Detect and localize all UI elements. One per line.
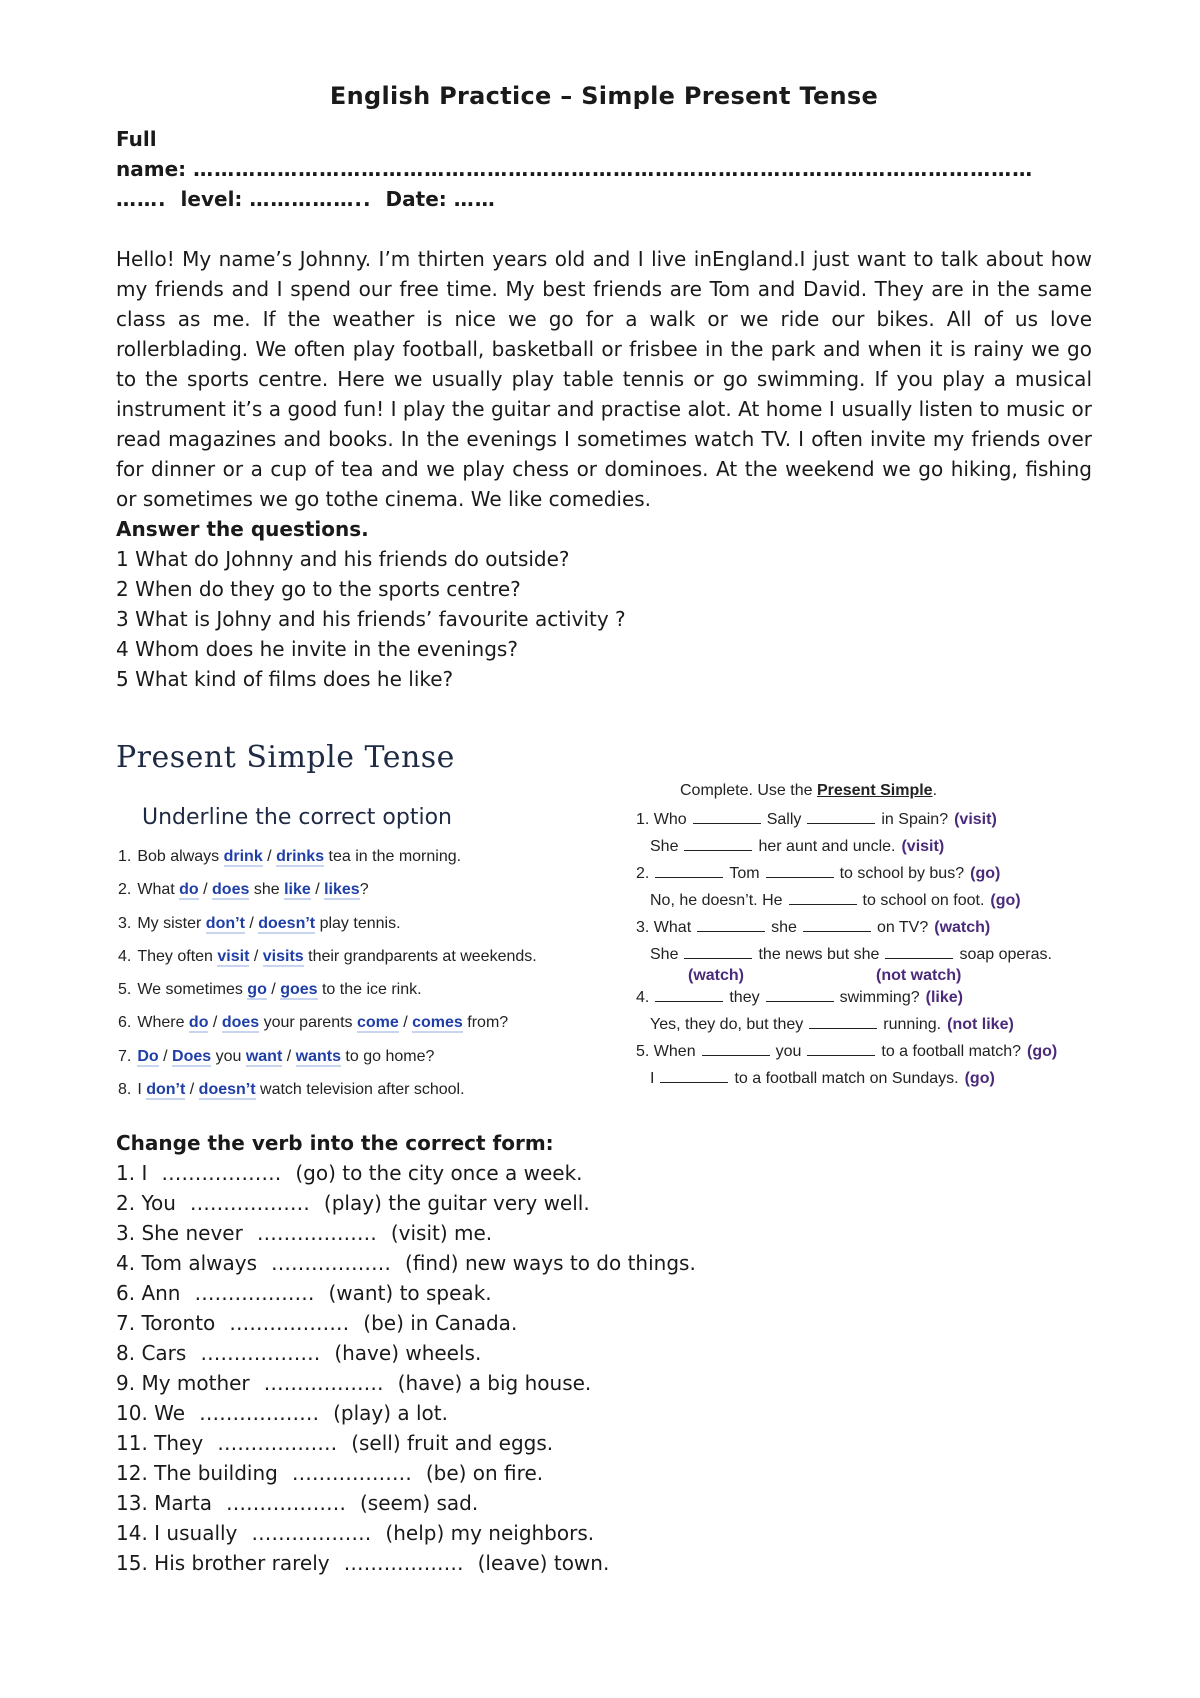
verb-item	[116, 1308, 1092, 1338]
line-text: 2.	[636, 865, 650, 882]
line-text: 3. What	[636, 919, 692, 936]
line-text: in Spain?	[881, 811, 949, 828]
questions-list	[116, 544, 1092, 694]
verb-item	[116, 1488, 1092, 1518]
complete-line	[636, 833, 1096, 860]
verb-item-subject: 8. Cars	[116, 1341, 187, 1365]
verb-item-subject: 6. Ann	[116, 1281, 181, 1305]
change-heading: Change the verb into the correct form:	[116, 1131, 554, 1155]
question-4: 4 Whom does he invite in the evenings?	[116, 637, 518, 661]
option-separator: /	[185, 1081, 199, 1099]
option-separator: /	[310, 881, 325, 899]
complete-line	[636, 806, 1096, 833]
option-separator: /	[266, 981, 281, 999]
verb-item	[116, 1158, 1092, 1188]
verb-item-hint: (have) a big house.	[397, 1371, 592, 1395]
row-text: What	[137, 881, 180, 899]
verb-blank[interactable]: ………………	[229, 1311, 350, 1335]
option-separator: /	[398, 1014, 413, 1032]
option-separator: /	[249, 947, 263, 965]
row-number: 3.	[118, 914, 132, 932]
option-a[interactable]: do	[179, 881, 199, 899]
present-simple-title: Present Simple Tense	[116, 740, 455, 775]
row-text: to the ice rink.	[317, 981, 422, 999]
complete-heading	[680, 782, 1096, 800]
verb-item-subject: 9. My mother	[116, 1371, 250, 1395]
verb-item-hint: (be) on fire.	[425, 1461, 544, 1485]
name-label: name:	[116, 157, 187, 181]
verb-item-hint: (help) my neighbors.	[385, 1521, 595, 1545]
line-text: Yes, they do, but they	[650, 1016, 804, 1033]
underline-row	[118, 873, 588, 906]
line-text: to a football match on Sundays.	[734, 1070, 959, 1087]
verb-blank[interactable]: ………………	[199, 1401, 320, 1425]
option-a[interactable]: drink	[223, 848, 263, 865]
row-number: 4.	[118, 947, 132, 965]
option-c[interactable]: want	[245, 1047, 283, 1065]
line-text: Sally	[766, 811, 802, 828]
verb-item	[116, 1218, 1092, 1248]
answer-blank[interactable]	[766, 863, 834, 878]
row-text: They often	[137, 947, 218, 965]
complete-line	[636, 1065, 1096, 1092]
date-label: Date:	[385, 187, 447, 211]
option-separator: /	[262, 848, 277, 865]
option-a[interactable]: do	[188, 1014, 209, 1032]
verb-blank[interactable]: ………………	[271, 1251, 392, 1275]
line-text: No, he doesn’t. He	[650, 892, 783, 909]
answer-blank[interactable]	[807, 809, 875, 824]
verb-item	[116, 1458, 1092, 1488]
question-5: 5 What kind of films does he like?	[116, 667, 454, 691]
underline-row	[118, 940, 588, 973]
verb-blank[interactable]: ………………	[263, 1371, 384, 1395]
verb-hint: (not watch)	[876, 967, 962, 984]
underline-row	[118, 1073, 588, 1106]
verb-item-hint: (seem) sad.	[360, 1491, 479, 1515]
complete-exercise	[636, 782, 1096, 1092]
row-number: 7.	[118, 1047, 132, 1065]
question-3: 3 What is Johny and his friends’ favourite activity ?	[116, 607, 626, 631]
name-line	[116, 154, 1092, 184]
line-text: Tom	[729, 865, 760, 882]
option-d[interactable]: likes	[324, 881, 360, 899]
underline-row	[118, 907, 588, 940]
verb-hint: (go)	[990, 892, 1021, 909]
complete-line	[636, 914, 1096, 941]
row-text: their grandparents at weekends.	[303, 947, 537, 965]
verb-item-subject: 1. I	[116, 1161, 148, 1185]
row-text: ?	[359, 881, 369, 899]
underline-rows	[118, 840, 588, 1106]
line-text: on TV?	[876, 919, 929, 936]
verb-hint: (go)	[964, 1070, 995, 1087]
verb-hint: (visit)	[901, 838, 945, 855]
option-b[interactable]: drinks	[276, 848, 325, 865]
answer-blank[interactable]	[697, 917, 765, 932]
verb-item-hint: (want) to speak.	[328, 1281, 492, 1305]
line-text: swimming?	[839, 989, 920, 1006]
row-number: 5.	[118, 981, 132, 999]
option-c[interactable]: like	[284, 881, 311, 899]
verb-item	[116, 1338, 1092, 1368]
row-text: to go home?	[340, 1047, 435, 1065]
verb-hint: (watch)	[934, 919, 991, 936]
verb-blank[interactable]: ………………	[291, 1461, 412, 1485]
reading-passage: Hello! My name’s Johnny. I’m thirten years old and I live inEngland.I just want to talk about how my friends and I spend our free time. My best friends are Tom and David. They are in the same class as me. If the weather is nice we go for a walk or we ride our bikes. All of us love rollerblading. We often play football, basketball or frisbee in the park and when it is rainy we go to the sports centre. Here we usually play table tennis or go swimming. If you play a musical instrument it’s a good fun! I play the guitar and practise alot. At home I usually listen to music or read magazines and books. In the evenings I sometimes watch TV. I often invite my friends over for dinner or a cup of tea and we play chess or dominoes. At the weekend we go hiking, fishing or sometimes we go tothe cinema. We like comedies.	[116, 247, 1092, 511]
verb-hint: (visit)	[954, 811, 997, 828]
verb-blank[interactable]: ………………	[189, 1191, 310, 1215]
complete-heading-text: Complete. Use the	[680, 782, 817, 799]
lead-blank: …….	[116, 187, 167, 211]
option-separator: /	[208, 1014, 222, 1032]
verb-hint: (not like)	[947, 1016, 1014, 1033]
page-title: English Practice – Simple Present Tense	[329, 82, 879, 110]
option-b[interactable]: does	[221, 1014, 260, 1032]
verb-item	[116, 1368, 1092, 1398]
date-blank[interactable]: ……	[453, 187, 496, 211]
verb-item	[116, 1278, 1092, 1308]
answer-blank[interactable]	[809, 1014, 877, 1029]
option-a[interactable]: go	[247, 981, 267, 999]
line-text: She	[650, 838, 679, 855]
row-number: 1.	[118, 848, 132, 865]
complete-heading-end: .	[932, 782, 938, 799]
underline-exercise	[118, 805, 588, 1106]
verb-item-hint: (have) wheels.	[334, 1341, 482, 1365]
underline-heading: Underline the correct option	[142, 805, 452, 830]
complete-line	[636, 860, 1096, 887]
complete-line	[636, 887, 1096, 914]
line-text: 1. Who	[636, 811, 687, 828]
verb-item-hint: (find) new ways to do things.	[405, 1251, 696, 1275]
answer-blank[interactable]	[885, 944, 953, 959]
line-text: to a football match?	[881, 1043, 1022, 1060]
option-a[interactable]: don’t	[205, 914, 245, 932]
verb-item	[116, 1548, 1092, 1578]
line-text: 4.	[636, 989, 650, 1006]
verb-item-subject: 2. You	[116, 1191, 176, 1215]
verb-blank[interactable]: ………………	[343, 1551, 464, 1575]
verb-blank[interactable]: ………………	[251, 1521, 372, 1545]
row-text: We sometimes	[137, 981, 248, 999]
line-text: to school on foot.	[862, 892, 985, 909]
verb-hint: (go)	[970, 865, 1001, 882]
verb-item-subject: 4. Tom always	[116, 1251, 258, 1275]
row-text: watch television after school.	[255, 1081, 465, 1099]
verb-item-subject: 14. I usually	[116, 1521, 238, 1545]
name-blank[interactable]: …………………………………………………………………………………………………………	[193, 157, 1034, 181]
line-text: you	[775, 1043, 802, 1060]
verb-blank[interactable]: ………………	[161, 1161, 282, 1185]
option-separator: /	[282, 1047, 296, 1065]
answer-blank[interactable]	[807, 1041, 875, 1056]
line-text: I	[650, 1070, 655, 1087]
verb-hint-row	[636, 968, 1096, 984]
option-b[interactable]: doesn’t	[258, 914, 316, 932]
verb-item-hint: (be) in Canada.	[363, 1311, 518, 1335]
line-text: soap operas.	[959, 946, 1052, 963]
verb-blank[interactable]: ………………	[256, 1221, 377, 1245]
line-text: to school by bus?	[839, 865, 965, 882]
change-items	[116, 1158, 1092, 1578]
row-number: 8.	[118, 1081, 132, 1099]
verb-item-subject: 11. They	[116, 1431, 204, 1455]
option-d[interactable]: comes	[412, 1014, 463, 1032]
option-b[interactable]: doesn’t	[198, 1081, 256, 1099]
underline-row	[118, 1040, 588, 1073]
option-a[interactable]: visit	[217, 947, 250, 965]
row-text: My sister	[137, 914, 206, 932]
line-text: her aunt and uncle.	[758, 838, 896, 855]
answer-blank[interactable]	[655, 863, 723, 878]
verb-hint: (watch)	[688, 967, 744, 984]
row-number: 6.	[118, 1014, 132, 1032]
row-number: 2.	[118, 881, 132, 899]
option-b[interactable]: goes	[280, 981, 318, 999]
level-label: level:	[180, 187, 243, 211]
verb-item	[116, 1248, 1092, 1278]
answer-blank[interactable]	[693, 809, 761, 824]
option-b[interactable]: does	[212, 881, 250, 899]
underline-row	[118, 1006, 588, 1039]
verb-item	[116, 1428, 1092, 1458]
verb-item-hint: (visit) me.	[390, 1221, 493, 1245]
verb-blank[interactable]: ………………	[217, 1431, 338, 1455]
answer-blank[interactable]	[655, 987, 723, 1002]
option-a[interactable]: Do	[137, 1047, 159, 1065]
row-text: I	[137, 1081, 147, 1099]
row-text: play tennis.	[315, 914, 401, 932]
row-text: Where	[137, 1014, 189, 1032]
option-separator: /	[158, 1047, 173, 1065]
verb-item-subject: 13. Marta	[116, 1491, 212, 1515]
answer-blank[interactable]	[766, 987, 834, 1002]
questions-heading: Answer the questions.	[116, 517, 369, 541]
line-text: running.	[883, 1016, 942, 1033]
answer-blank[interactable]	[702, 1041, 770, 1056]
verb-hint: (like)	[925, 989, 963, 1006]
line-text: She	[650, 946, 679, 963]
row-text: from?	[462, 1014, 509, 1032]
row-text: Bob always	[137, 848, 224, 865]
worksheet-page	[116, 82, 1092, 694]
verb-item-subject: 12. The building	[116, 1461, 278, 1485]
verb-item-subject: 15. His brother rarely	[116, 1551, 330, 1575]
underline-row	[118, 840, 588, 873]
complete-line	[636, 984, 1096, 1011]
verb-item-hint: (leave) town.	[477, 1551, 610, 1575]
option-c[interactable]: come	[356, 1014, 399, 1032]
question-2: 2 When do they go to the sports centre?	[116, 577, 521, 601]
verb-hint: (go)	[1027, 1043, 1058, 1060]
change-verb-exercise	[116, 1128, 1092, 1578]
complete-lines	[636, 806, 1096, 1092]
complete-line	[636, 1011, 1096, 1038]
line-text: the news but she	[758, 946, 880, 963]
answer-blank[interactable]	[684, 836, 752, 851]
verb-item	[116, 1398, 1092, 1428]
answer-blank[interactable]	[660, 1068, 728, 1083]
verb-item	[116, 1188, 1092, 1218]
option-b[interactable]: Does	[172, 1047, 212, 1065]
line-text: 5. When	[636, 1043, 696, 1060]
verb-item-hint: (play) a lot.	[333, 1401, 448, 1425]
verb-blank[interactable]: ………………	[194, 1281, 315, 1305]
underline-row	[118, 973, 588, 1006]
row-text: your parents	[259, 1014, 357, 1032]
line-text: they	[729, 989, 760, 1006]
verb-item	[116, 1518, 1092, 1548]
verb-item-hint: (sell) fruit and eggs.	[351, 1431, 554, 1455]
complete-line	[636, 1038, 1096, 1065]
full-label: Full	[116, 127, 157, 151]
row-text: you	[211, 1047, 246, 1065]
option-separator: /	[198, 881, 213, 899]
complete-line	[636, 941, 1096, 968]
level-blank[interactable]: ……………..	[249, 187, 372, 211]
answer-blank[interactable]	[684, 944, 752, 959]
option-b[interactable]: visits	[262, 947, 304, 965]
option-a[interactable]: don’t	[146, 1081, 186, 1099]
verb-item-hint: (go) to the city once a week.	[295, 1161, 583, 1185]
verb-blank[interactable]: ………………	[200, 1341, 321, 1365]
option-d[interactable]: wants	[295, 1047, 341, 1065]
verb-item-subject: 7. Toronto	[116, 1311, 216, 1335]
option-separator: /	[244, 914, 259, 932]
complete-heading-underlined: Present Simple	[816, 782, 933, 799]
answer-blank[interactable]	[803, 917, 871, 932]
answer-blank[interactable]	[789, 890, 857, 905]
question-1: 1 What do Johnny and his friends do outside?	[116, 547, 570, 571]
level-date-line	[116, 184, 1092, 214]
verb-item-hint: (play) the guitar very well.	[323, 1191, 590, 1215]
row-text: she	[249, 881, 285, 899]
verb-item-subject: 10. We	[116, 1401, 186, 1425]
student-info-header	[116, 124, 1092, 214]
verb-item-subject: 3. She never	[116, 1221, 243, 1245]
verb-blank[interactable]: ………………	[226, 1491, 346, 1515]
row-text: tea in the morning.	[324, 848, 462, 865]
line-text: she	[771, 919, 797, 936]
